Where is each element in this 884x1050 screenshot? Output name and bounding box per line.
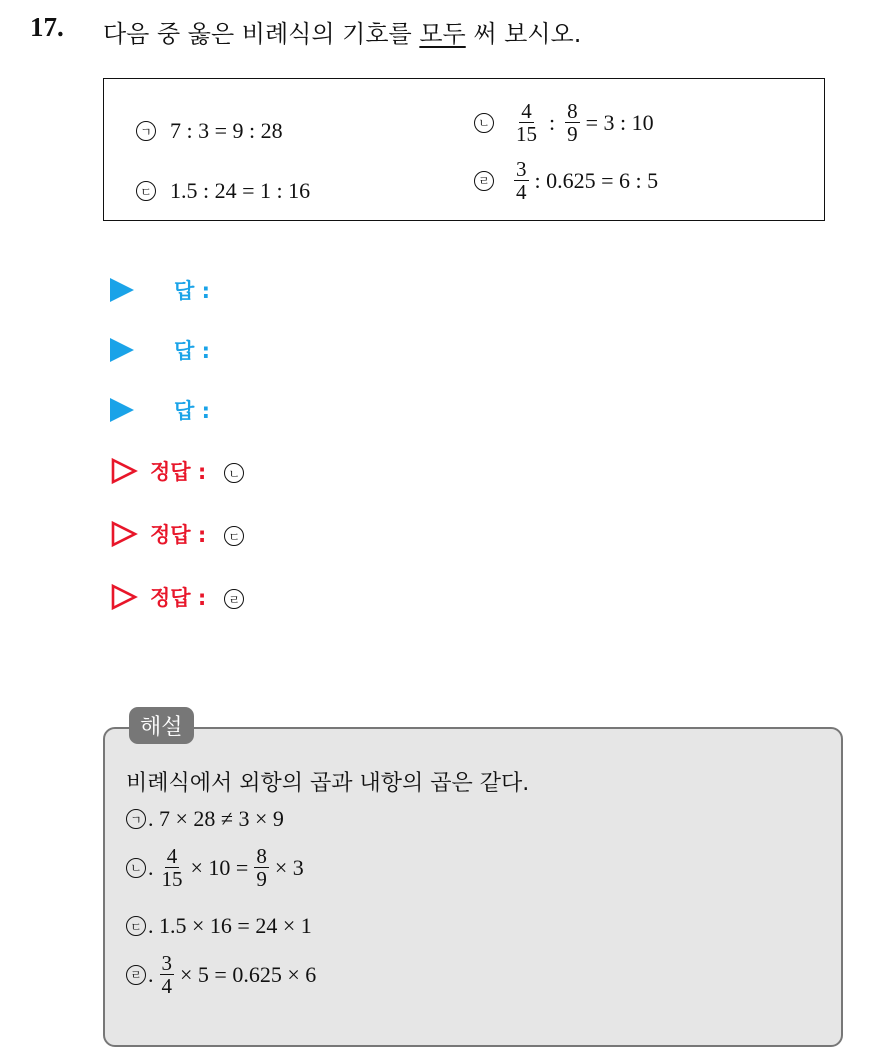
- explanation-fraction-2: [254, 845, 269, 890]
- explanation-line-c: [126, 913, 312, 939]
- explanation-fraction-1: [160, 845, 185, 890]
- choice-b: [474, 100, 654, 145]
- correct-answer-row: [110, 456, 244, 486]
- outline-triangle-icon: [110, 520, 138, 548]
- circled-marker-nieun: ㄴ: [474, 113, 494, 133]
- circled-marker-nieun: ㄴ: [224, 463, 244, 483]
- circled-marker-rieul: ㄹ: [126, 965, 146, 985]
- play-triangle-icon: [110, 398, 134, 422]
- fraction-denominator: 15: [161, 867, 183, 892]
- choice-b-sep: :: [549, 109, 556, 135]
- explanation-line-a: [126, 806, 284, 832]
- fraction-denominator: 9: [256, 867, 267, 892]
- question-text: [103, 14, 581, 49]
- explanation-fraction-3: [160, 952, 175, 997]
- outline-triangle-icon: [110, 583, 138, 611]
- answer-row: [110, 275, 210, 305]
- explanation-line-b-end: × 3: [274, 854, 304, 880]
- explanation-line-c-expr: . 1.5 × 16 = 24 × 1: [148, 913, 312, 938]
- choice-a-expr: 7 : 3 = 9 : 28: [170, 118, 283, 143]
- choice-c: [136, 178, 310, 204]
- play-triangle-icon: [110, 278, 134, 302]
- circled-marker-giyeok: ㄱ: [126, 809, 146, 829]
- choice-b-rest: = 3 : 10: [585, 109, 654, 135]
- circled-marker-giyeok: ㄱ: [136, 121, 156, 141]
- circled-marker-rieul: ㄹ: [224, 589, 244, 609]
- fraction-denominator: 9: [567, 122, 578, 147]
- fraction-numerator: 8: [567, 99, 578, 123]
- circled-marker-digeut: ㄷ: [224, 526, 244, 546]
- explanation-line-a-expr: . 7 × 28 ≠ 3 × 9: [148, 806, 284, 831]
- answer-label: 답 :: [174, 399, 210, 423]
- question-text-after: 써 보시오.: [465, 20, 582, 48]
- fraction-denominator: 4: [161, 974, 172, 999]
- choice-c-expr: 1.5 : 24 = 1 : 16: [170, 178, 311, 203]
- explanation-intro: 비례식에서 외항의 곱과 내항의 곱은 같다.: [126, 771, 530, 796]
- explanation-tag: 해설: [129, 707, 194, 744]
- choice-b-fraction-2: [565, 100, 580, 145]
- question-text-underlined: 모두: [419, 20, 466, 48]
- answer-row: [110, 395, 210, 425]
- explanation-line-b-mid: × 10 =: [190, 854, 249, 880]
- play-triangle-icon: [110, 338, 134, 362]
- explanation-line-b: [126, 845, 304, 890]
- correct-answer-row: [110, 519, 244, 549]
- question-number: 17.: [30, 12, 64, 42]
- correct-answer-label: 정답 :: [150, 586, 207, 610]
- choice-b-fraction-1: [514, 100, 539, 145]
- question-text-before: 다음 중 옳은 비례식의 기호를: [103, 20, 420, 48]
- choice-d-rest: : 0.625 = 6 : 5: [534, 167, 659, 193]
- fraction-denominator: 4: [516, 180, 527, 205]
- dot: .: [148, 854, 154, 880]
- correct-answer-label: 정답 :: [150, 523, 207, 547]
- fraction-numerator: 4: [521, 99, 532, 123]
- dot: .: [148, 961, 154, 987]
- answer-label: 답 :: [174, 279, 210, 303]
- circled-marker-nieun: ㄴ: [126, 858, 146, 878]
- correct-answer-row: [110, 582, 244, 612]
- fraction-denominator: 15: [516, 122, 537, 147]
- answer-row: [110, 335, 210, 365]
- choice-d: [474, 158, 658, 203]
- fraction-numerator: 3: [516, 157, 527, 181]
- correct-answer-label: 정답 :: [150, 460, 207, 484]
- outline-triangle-icon: [110, 457, 138, 485]
- circled-marker-digeut: ㄷ: [126, 916, 146, 936]
- fraction-numerator: 3: [161, 951, 172, 975]
- choice-d-fraction: [514, 158, 529, 203]
- explanation-line-d: [126, 952, 316, 997]
- fraction-numerator: 4: [166, 844, 178, 868]
- fraction-numerator: 8: [256, 844, 267, 868]
- answer-label: 답 :: [174, 339, 210, 363]
- circled-marker-digeut: ㄷ: [136, 181, 156, 201]
- choice-a: [136, 118, 283, 144]
- circled-marker-rieul: ㄹ: [474, 171, 494, 191]
- explanation-line-d-end: × 5 = 0.625 × 6: [180, 961, 317, 987]
